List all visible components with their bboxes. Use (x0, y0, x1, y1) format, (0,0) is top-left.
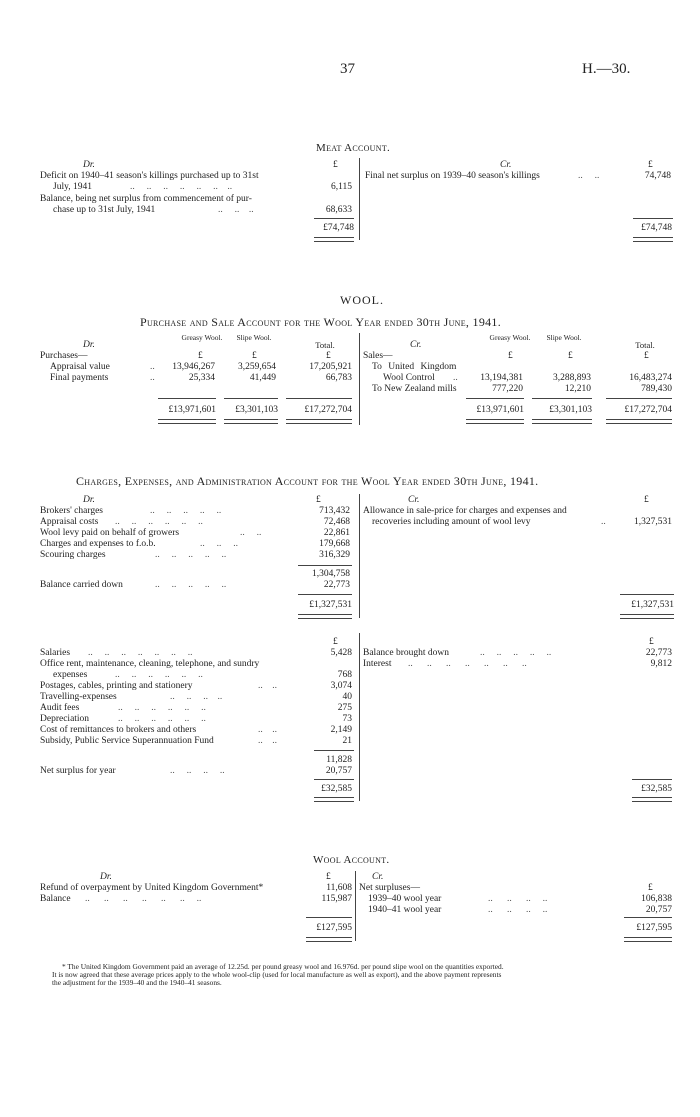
rule (298, 565, 352, 566)
purchase-grand-total: £17,272,704 (304, 405, 352, 415)
expense-item: expenses (53, 670, 88, 680)
leader-dots: .. .. .. (200, 539, 238, 549)
double-rule (620, 614, 674, 619)
col-total: Total. (635, 340, 655, 350)
rule (306, 917, 352, 918)
meat-right-amount: 74,748 (644, 171, 671, 181)
col-greasy-wool: Greasy Wool. (181, 333, 223, 342)
document-code: H.—30. (582, 61, 631, 77)
income-amount: 9,812 (650, 659, 672, 669)
charges-dr-label: Dr. (83, 495, 95, 505)
wool-right-amount: 20,757 (645, 905, 672, 915)
meat-left-line: July, 1941 (53, 182, 92, 192)
meat-right-pound: £ (648, 160, 653, 170)
allowance-amount: 1,327,531 (634, 517, 672, 527)
sales-grand-total: £17,272,704 (624, 405, 672, 415)
purchase-total: 17,205,921 (309, 362, 352, 372)
net-surplus-label: Net surplus for year (40, 766, 116, 776)
meat-left-line: Deficit on 1940–41 season's killings purchased up to 31st (40, 171, 259, 181)
footnote-line: the adjustment for the 1939–40 and the 1940–41 seasons. (52, 978, 222, 987)
charges-title: Charges, Expenses, and Administration Account for the Wool Year ended 30th June, 1941. (76, 474, 539, 488)
purchase-row-label: Appraisal value (50, 362, 110, 372)
footnote-line: It is now agreed that these average prices apply to the whole wool-clip (used for local manufacture as well as export), and the above payment represents (52, 970, 502, 979)
charges-amount: 713,432 (319, 506, 350, 516)
expense-amount: 5,428 (330, 648, 352, 658)
wool-left-item: Balance (40, 894, 71, 904)
leader-dots: .. .. .. .. (170, 692, 223, 702)
column-divider (359, 333, 360, 425)
charges-item: Appraisal costs (40, 517, 99, 527)
expense-amount: 3,074 (330, 681, 352, 691)
leader-dots: .. .. (240, 528, 262, 538)
purchase-cr-label: Cr. (410, 340, 422, 350)
allowance-line: Allowance in sale-price for charges and expenses and (363, 506, 567, 516)
leader-dots: .. .. .. .. (488, 905, 548, 915)
wool-right-total: £127,595 (636, 923, 672, 933)
meat-right-line: Final net surplus on 1939–40 season's killings (365, 171, 540, 181)
wool-right-item: 1939–40 wool year (368, 894, 442, 904)
rule (224, 398, 278, 399)
leader-dots: .. (601, 517, 606, 527)
charges-item: Charges and expenses to f.o.b. (40, 539, 156, 549)
sales-row-label: To New Zealand mills (372, 384, 457, 394)
meat-left-pound: £ (333, 160, 338, 170)
charges-item: Wool levy paid on behalf of growers (40, 528, 180, 538)
income-item: Balance brought down (363, 648, 450, 658)
double-rule (532, 419, 592, 424)
meat-left-total: £74,748 (323, 223, 354, 233)
charges-amount: 22,861 (323, 528, 350, 538)
double-rule (224, 419, 278, 424)
sales-slipe: 12,210 (564, 384, 591, 394)
expense-amount: 40 (342, 692, 352, 702)
pound-sign: £ (316, 495, 321, 505)
pound-sign: £ (198, 351, 203, 361)
pound-sign: £ (648, 883, 653, 893)
expenses-subtotal: 11,828 (326, 755, 352, 765)
footnote-line: * The United Kingdom Government paid an average of 12.25d. per pound greasy wool and 16.976d. per pound slipe wool on the quantities exported. (62, 962, 504, 971)
wool-dr-label: Dr. (100, 872, 112, 882)
rule (286, 398, 352, 399)
col-slipe-wool: Slipe Wool. (546, 333, 582, 342)
double-rule (158, 419, 216, 424)
allowance-line: recoveries including amount of wool levy (372, 517, 531, 527)
leader-dots: .. .. .. .. .. .. .. (88, 648, 193, 658)
expense-item: Cost of remittances to brokers and others (40, 725, 197, 735)
wool-left-item: Refund of overpayment by United Kingdom Government* (40, 883, 264, 893)
net-surplus-amount: 20,757 (325, 766, 352, 776)
leader-dots: .. .. .. .. .. .. (115, 517, 203, 527)
pound-sign: £ (508, 351, 513, 361)
income-total: £32,585 (641, 784, 672, 794)
sales-greasy: 777,220 (492, 384, 523, 394)
column-divider (359, 158, 360, 240)
pound-sign: £ (326, 351, 331, 361)
expense-item: Postages, cables, printing and stationery (40, 681, 193, 691)
leader-dots: .. .. .. .. .. (155, 580, 227, 590)
charges-subtotal: 1,304,758 (312, 569, 350, 579)
expense-item: Subsidy, Public Service Superannuation Fund (40, 736, 214, 746)
expense-amount: 2,149 (330, 725, 352, 735)
rule (532, 398, 592, 399)
leader-dots: .. .. .. (218, 205, 254, 215)
column-divider (359, 633, 360, 801)
sales-slipe: 3,288,893 (553, 373, 591, 383)
rule (314, 779, 354, 780)
expense-amount: 275 (337, 703, 352, 713)
leader-dots: .. .. .. .. .. .. (115, 670, 203, 680)
col-total: Total. (315, 340, 335, 350)
rule (633, 218, 673, 219)
double-rule (466, 419, 524, 424)
leader-dots: .. .. .. .. .. (480, 648, 552, 658)
rule (620, 594, 674, 595)
expense-amount: 768 (337, 670, 352, 680)
double-rule (306, 937, 352, 942)
wool-left-amount: 115,987 (321, 894, 352, 904)
purchase-dr-label: Dr. (83, 340, 95, 350)
double-rule (632, 797, 672, 802)
expense-item: Audit fees (40, 703, 80, 713)
rule (624, 917, 672, 918)
charges-right-total: £1,327,531 (631, 600, 674, 610)
charges-item: Scouring charges (40, 550, 106, 560)
pound-sign: £ (326, 872, 331, 882)
sales-row-label: Wool Control (383, 373, 435, 383)
meat-right-total: £74,748 (641, 223, 672, 233)
pound-sign: £ (568, 351, 573, 361)
expense-item: Travelling-expenses (40, 692, 117, 702)
purchase-slipe-total: £3,301,103 (235, 405, 278, 415)
leader-dots: .. .. .. .. .. .. .. (130, 182, 233, 192)
meat-cr-label: Cr. (500, 160, 512, 170)
purchase-slipe: 41,449 (249, 373, 276, 383)
charges-amount: 316,329 (319, 550, 350, 560)
column-divider (359, 494, 360, 618)
leader-dots: .. .. (258, 725, 277, 735)
rule (632, 779, 672, 780)
meat-left-amount: 6,115 (330, 182, 352, 192)
leader-dots: .. .. .. .. .. .. .. (85, 894, 202, 904)
charges-left-total: £1,327,531 (309, 600, 352, 610)
balance-carried-down: 22,773 (323, 580, 350, 590)
wool-right-amount: 106,838 (641, 894, 672, 904)
leader-dots: .. .. .. .. .. (150, 506, 222, 516)
wool-right-item: 1940–41 wool year (368, 905, 442, 915)
leader-dots: .. .. (578, 171, 600, 181)
col-greasy-wool: Greasy Wool. (489, 333, 531, 342)
sales-total: 16,483,274 (629, 373, 672, 383)
charges-cr-label: Cr. (408, 495, 420, 505)
rule (314, 218, 354, 219)
purchases-group-label: Purchases— (40, 351, 88, 361)
double-rule (314, 237, 354, 242)
pound-sign: £ (644, 495, 649, 505)
charges-amount: 72,468 (323, 517, 350, 527)
income-item: Interest (363, 659, 392, 669)
rule (466, 398, 524, 399)
purchase-slipe: 3,259,654 (238, 362, 276, 372)
double-rule (606, 419, 672, 424)
rule (158, 398, 216, 399)
expenses-total: £32,585 (321, 784, 352, 794)
pound-sign: £ (649, 637, 654, 647)
double-rule (314, 797, 354, 802)
expense-amount: 73 (342, 714, 352, 724)
double-rule (298, 614, 352, 619)
charges-item: Brokers' charges (40, 506, 104, 516)
meat-account-title: Meat Account. (316, 142, 391, 154)
sales-total: 789,430 (641, 384, 672, 394)
sales-slipe-total: £3,301,103 (549, 405, 592, 415)
expense-item: Office rent, maintenance, cleaning, telephone, and sundry (40, 659, 260, 669)
purchase-row-label: Final payments (50, 373, 109, 383)
meat-left-amount: 68,633 (325, 205, 352, 215)
wool-cr-label: Cr. (372, 872, 384, 882)
col-slipe-wool: Slipe Wool. (236, 333, 272, 342)
purchase-sale-title: Purchase and Sale Account for the Wool Year ended 30th June, 1941. (140, 315, 502, 329)
leader-dots: .. .. (258, 736, 277, 746)
sales-greasy: 13,194,381 (480, 373, 523, 383)
leader-dots: .. .. .. .. (488, 894, 548, 904)
wool-left-amount: 11,608 (326, 883, 352, 893)
income-amount: 22,773 (645, 648, 672, 658)
net-surpluses-group: Net surpluses— (359, 883, 420, 893)
page-number: 37 (340, 61, 355, 77)
sales-row-label: To United Kingdom (372, 362, 457, 372)
expense-amount: 21 (342, 736, 352, 746)
leader-dots: .. (150, 362, 155, 372)
rule (314, 750, 354, 751)
leader-dots: .. .. .. .. .. .. (118, 714, 206, 724)
pound-sign: £ (252, 351, 257, 361)
sales-greasy-total: £13,971,601 (476, 405, 524, 415)
purchase-greasy-total: £13,971,601 (168, 405, 216, 415)
charges-amount: 179,668 (319, 539, 350, 549)
double-rule (624, 937, 672, 942)
expense-item: Salaries (40, 648, 71, 658)
leader-dots: .. (453, 373, 458, 383)
leader-dots: .. .. .. .. .. .. .. (408, 659, 527, 669)
leader-dots: .. .. .. .. .. .. (118, 703, 206, 713)
double-rule (286, 419, 352, 424)
purchase-greasy: 25,334 (188, 373, 215, 383)
purchase-greasy: 13,946,267 (172, 362, 215, 372)
leader-dots: .. .. .. .. .. (155, 550, 227, 560)
leader-dots: .. (150, 373, 155, 383)
rule (298, 594, 352, 595)
wool-heading: WOOL. (340, 293, 384, 307)
wool-left-total: £127,595 (316, 923, 352, 933)
double-rule (633, 237, 673, 242)
expense-item: Depreciation (40, 714, 90, 724)
pound-sign: £ (644, 351, 649, 361)
rule (606, 398, 672, 399)
meat-left-line: chase up to 31st July, 1941 (53, 205, 156, 215)
meat-left-line: Balance, being net surplus from commencement of pur- (40, 194, 252, 204)
sales-group-label: Sales— (363, 351, 393, 361)
wool-account-title: Wool Account. (313, 854, 390, 866)
purchase-total: 66,783 (325, 373, 352, 383)
leader-dots: .. .. .. .. (170, 766, 225, 776)
meat-dr-label: Dr. (83, 160, 95, 170)
pound-sign: £ (333, 637, 338, 647)
column-divider (355, 871, 356, 941)
balance-carried-down-label: Balance carried down (40, 580, 123, 590)
leader-dots: .. .. (258, 681, 277, 691)
